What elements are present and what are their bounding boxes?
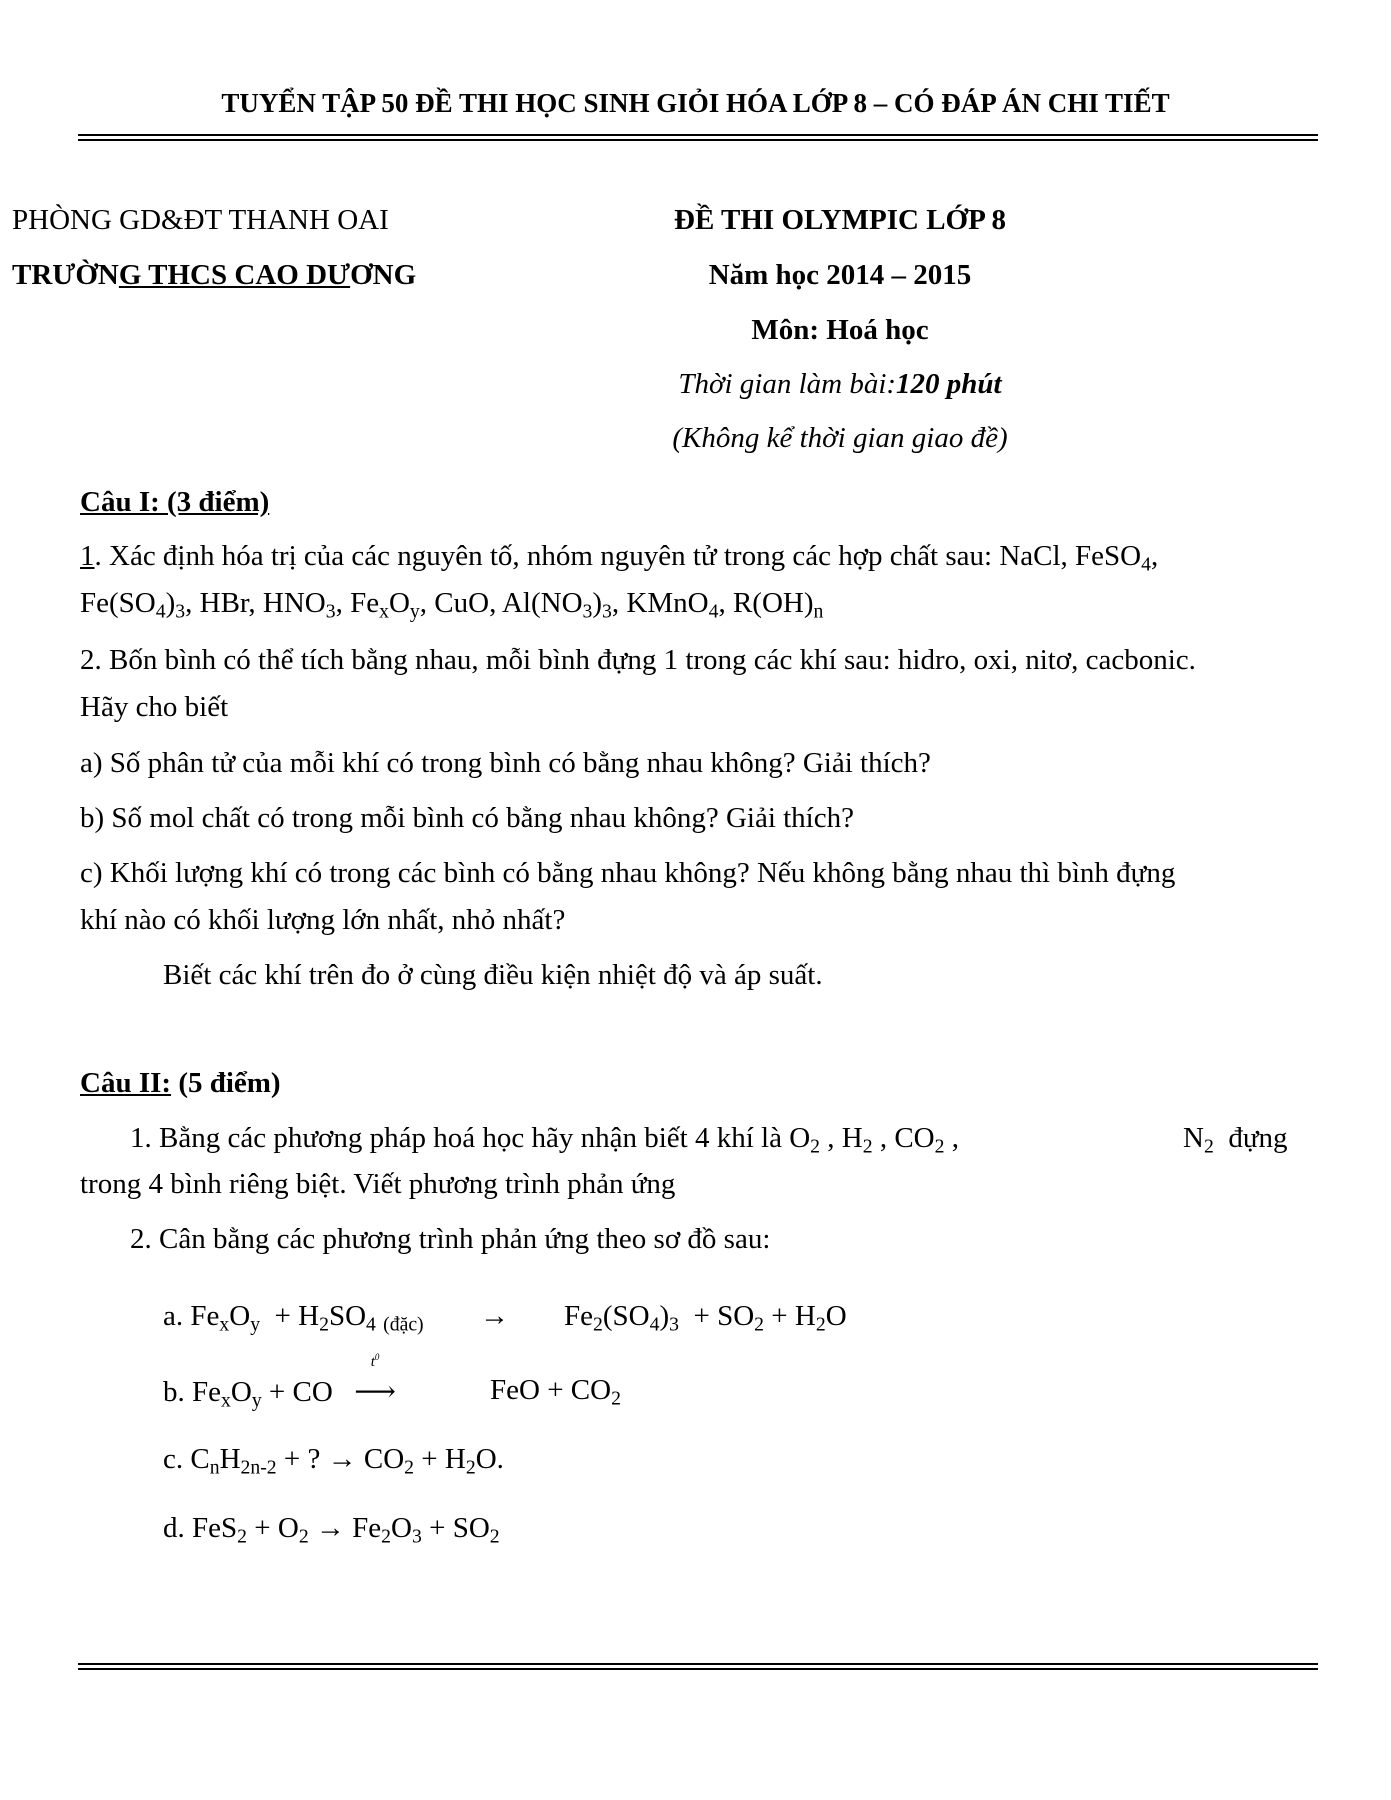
exam-note: (Không kể thời gian giao đề) <box>672 422 1008 454</box>
equation-a-condition: (đặc) <box>383 1313 424 1336</box>
equation-a-products: $Fe_2(SO_4)_3 + SO_2 + H_2O$ <box>564 1300 847 1336</box>
part-1-number: 1 <box>80 540 95 572</box>
equation-a-label: a. <box>163 1300 184 1332</box>
school-name-underlined: G THCS CAO DƯ <box>118 259 351 291</box>
question-2-heading-points: (5 điểm) <box>171 1067 281 1099</box>
school-name-prefix: TRƯỜN <box>12 259 119 291</box>
question-1-item-a: a) Số phân tử của mỗi khí có trong bình có bằng nhau không? Giải thích? <box>80 747 931 779</box>
question-2-part-1-tail: $N_2$ đựng <box>1183 1122 1288 1158</box>
footer-rule-bottom <box>78 1668 1318 1670</box>
question-1-part-1: 1. Xác định hóa trị của các nguyên tố, nhóm nguyên tử trong các hợp chất sau: NaCl, FeSO$_4$, <box>80 540 1159 576</box>
exam-time-label: Thời gian làm bài: <box>678 368 897 400</box>
question-1-item-c-line-2: khí nào có khối lượng lớn nhất, nhỏ nhất? <box>80 904 566 936</box>
school-name-suffix: ƠNG <box>350 259 417 291</box>
document-header-title: TUYỂN TẬP 50 ĐỀ THI HỌC SINH GIỎI HÓA LỚP 8 – CÓ ĐÁP ÁN CHI TIẾT <box>221 88 1170 118</box>
exam-time-value: 120 phút <box>896 368 1002 400</box>
question-2-part-1-line-2: trong 4 bình riêng biệt. Viết phương trình phản ứng <box>80 1168 676 1200</box>
exam-title: ĐỀ THI OLYMPIC LỚP 8 <box>674 204 1006 236</box>
part-1-text: . Xác định hóa trị của các nguyên tố, nhóm nguyên tử trong các hợp chất sau: <box>94 540 993 572</box>
question-1-note: Biết các khí trên đo ở cùng điều kiện nhiệt độ và áp suất. <box>163 959 823 991</box>
equation-d-label: d. <box>163 1512 185 1544</box>
school-name <box>12 259 416 292</box>
equation-b: b. $Fe_xO_y$ + CO $t^0$ ⟶ <box>163 1374 410 1409</box>
exam-year: Năm học 2014 – 2015 <box>708 259 972 291</box>
equation-c: c. $C_nH_{2n-2}$ + ? → $CO_2 + H_2O$. <box>163 1443 504 1479</box>
question-1-item-c-line-1: c) Khối lượng khí có trong các bình có bằng nhau không? Nếu không bằng nhau thì bình đựng <box>80 857 1176 889</box>
question-1-part-2-line-2: Hãy cho biết <box>80 691 229 723</box>
question-2-heading-main: Câu II: <box>80 1067 172 1099</box>
question-2-part-2: 2. Cân bằng các phương trình phản ứng theo sơ đồ sau: <box>130 1223 771 1255</box>
equation-c-label: c. <box>163 1443 184 1475</box>
question-1-heading: Câu I: (3 điểm) <box>80 486 270 518</box>
question-1-item-b: b) Số mol chất có trong mỗi bình có bằng nhau không? Giải thích? <box>80 802 854 834</box>
question-2-part-1-text: 1. Bằng các phương pháp hoá học hãy nhận biết 4 khí là <box>130 1122 782 1154</box>
equation-b-condition: $t^0$ <box>370 1352 380 1370</box>
exam-time <box>640 368 1040 401</box>
department-name: PHÒNG GD&ĐT THANH OAI <box>12 204 389 236</box>
equation-b-heat-arrow: $t^0$ ⟶ <box>340 1374 410 1409</box>
question-1-compound-list: $Fe(SO_4)_3$, HBr, $HNO_3$, $Fe_xO_y$, CuO, $Al(NO_3)_3$, KMnO$_4$, $R(OH)_n$ <box>80 587 824 623</box>
question-2-heading <box>80 1067 281 1100</box>
question-2-part-1-tail-word: đựng <box>1228 1122 1288 1154</box>
exam-subject: Môn: Hoá học <box>751 314 929 346</box>
header-rule-bottom <box>78 139 1318 141</box>
question-1-part-2-line-1: 2. Bốn bình có thể tích bằng nhau, mỗi bình đựng 1 trong các khí sau: hidro, oxi, nitơ, cacbonic. <box>80 644 1196 676</box>
equation-b-products: FeO + $CO_2$ <box>490 1374 621 1410</box>
equation-a: a. $Fe_xO_y + H_2SO_4$ $_{(đặc)}$ <box>163 1300 424 1336</box>
equation-a-arrow: → <box>480 1300 509 1332</box>
equation-b-label: b. <box>163 1376 185 1408</box>
footer-rule-top <box>78 1663 1318 1665</box>
equation-d: d. $FeS_2 + O_2 \to Fe_2O_3 + SO_2$ <box>163 1512 500 1548</box>
question-2-part-1: 1. Bằng các phương pháp hoá học hãy nhận biết 4 khí là $O_2$ , $H_2$ , $CO_2$ , <box>130 1122 959 1158</box>
header-rule-top <box>78 134 1318 136</box>
